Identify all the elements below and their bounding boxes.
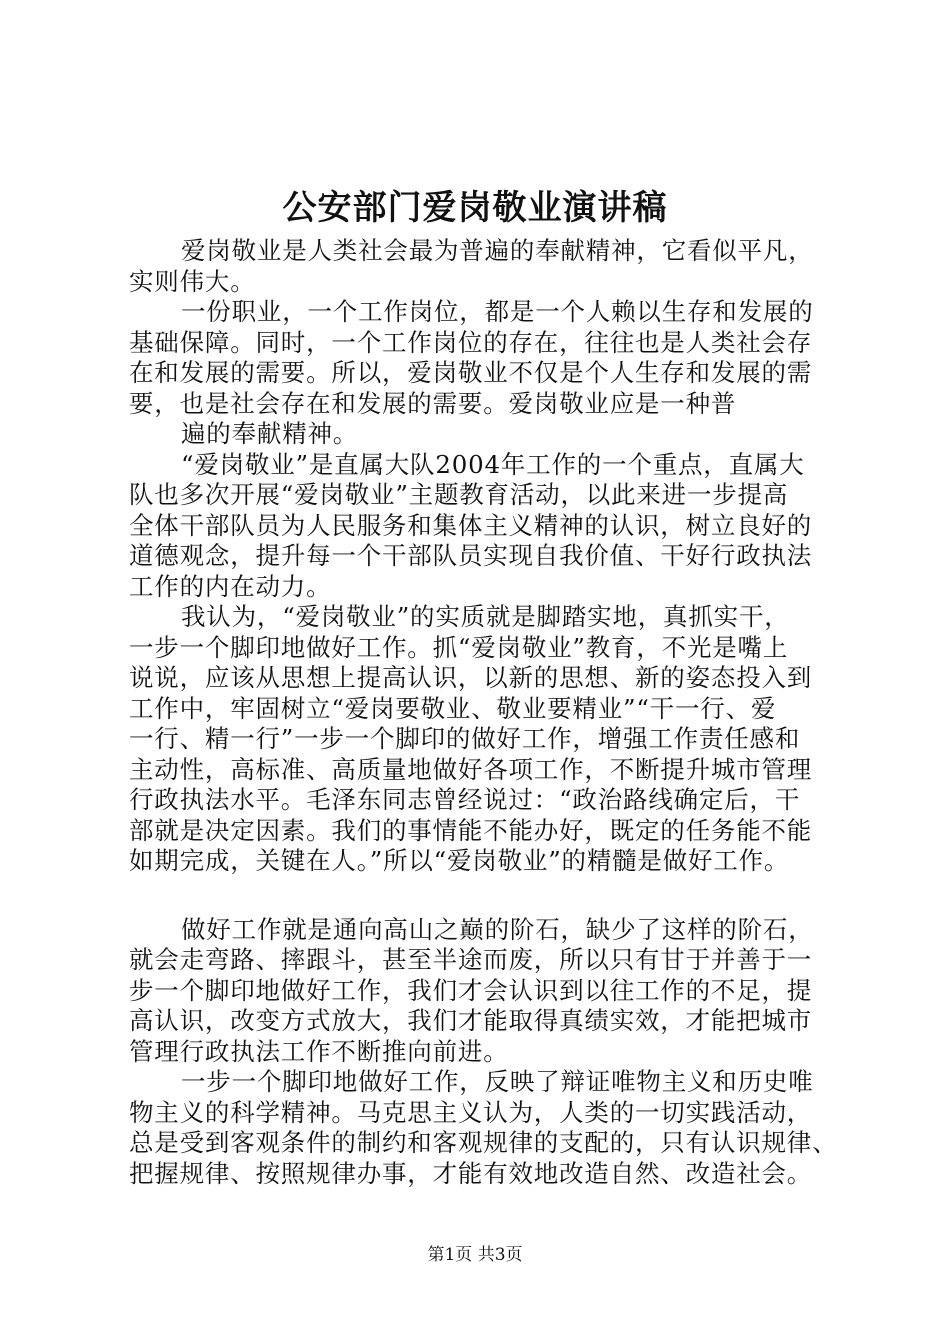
text-line: 全体干部队员为人民服务和集体主义精神的认识，树立良好的: [129, 510, 813, 540]
text-line: 一步一个脚印地做好工作，反映了辩证唯物主义和历史唯: [181, 1067, 814, 1096]
text-line: 道德观念，提升每一个干部队员实现自我价值、干好行政执法: [129, 541, 813, 570]
text-line: 行政执法水平。毛泽东同志曾经说过：“政治路线确定后，干: [129, 785, 801, 814]
text-line: 步一个脚印地做好工作，我们才会认识到以往工作的不足，提: [129, 975, 813, 1005]
text-line: 把握规律、按照规律办事，才能有效地改造自然、改造社会。: [129, 1158, 813, 1188]
text-line: 就会走弯路、摔跟斗，甚至半途而废，所以只有甘于并善于一: [129, 945, 813, 974]
text-line: 总是受到客观条件的制约和客观规律的支配的，只有认识规律、: [129, 1128, 838, 1157]
text-line: 实则伟大。: [129, 266, 256, 296]
document-title: 公安部门爱岗敬业演讲稿: [282, 188, 668, 228]
text-line: 如期完成，关键在人。”所以“爱岗敬业”的精髓是做好工作。: [129, 846, 790, 875]
text-line: 在和发展的需要。所以，爱岗敬业不仅是个人生存和发展的需: [129, 358, 813, 387]
text-line: 遍的奉献精神。: [181, 419, 359, 448]
text-line: 工作中，牢固树立“爱岗要敬业、敬业要精业”“干一行、爱: [129, 693, 777, 723]
text-line: 说说，应该从思想上提高认识，以新的思想、新的姿态投入到: [129, 663, 813, 692]
text-line: 一行、精一行”一步一个脚印的做好工作，增强工作责任感和: [129, 724, 801, 753]
document-body: [129, 236, 849, 1189]
text-line: 队也多次开展“爱岗敬业”主题教育活动，以此来进一步提高: [129, 480, 789, 509]
text-line: 我认为，“爱岗敬业”的实质就是脚踏实地，真抓实干，: [181, 602, 790, 631]
page-footer: 第1页 共3页: [427, 1245, 523, 1265]
paragraph-gap: [129, 877, 849, 915]
text-line: 高认识，改变方式放大，我们才能取得真绩实效，才能把城市: [129, 1006, 813, 1035]
text-line: 工作的内在动力。: [129, 571, 332, 601]
text-line: 基础保障。同时，一个工作岗位的存在，往往也是人类社会存: [129, 327, 813, 357]
text-line: 一份职业，一个工作岗位，都是一个人赖以生存和发展的: [181, 297, 814, 326]
text-line: 部就是决定因素。我们的事情能不能办好，既定的任务能不能: [129, 815, 813, 845]
text-line: “爱岗敬业”是直属大队2004年工作的一个重点，直属大: [181, 449, 805, 479]
text-line: 要，也是社会存在和发展的需要。爱岗敬业应是一种普: [129, 388, 737, 418]
text-line: 爱岗敬业是人类社会最为普遍的奉献精神，它看似平凡，: [181, 236, 814, 265]
text-line: 做好工作就是通向高山之巅的阶石，缺少了这样的阶石，: [181, 914, 814, 944]
text-line: 一步一个脚印地做好工作。抓“爱岗敬业”教育，不光是嘴上: [129, 632, 789, 662]
text-line: 物主义的科学精神。马克思主义认为，人类的一切实践活动，: [129, 1097, 813, 1127]
text-line: 管理行政执法工作不断推向前进。: [129, 1036, 509, 1066]
text-line: 主动性，高标准、高质量地做好各项工作，不断提升城市管理: [129, 754, 813, 784]
